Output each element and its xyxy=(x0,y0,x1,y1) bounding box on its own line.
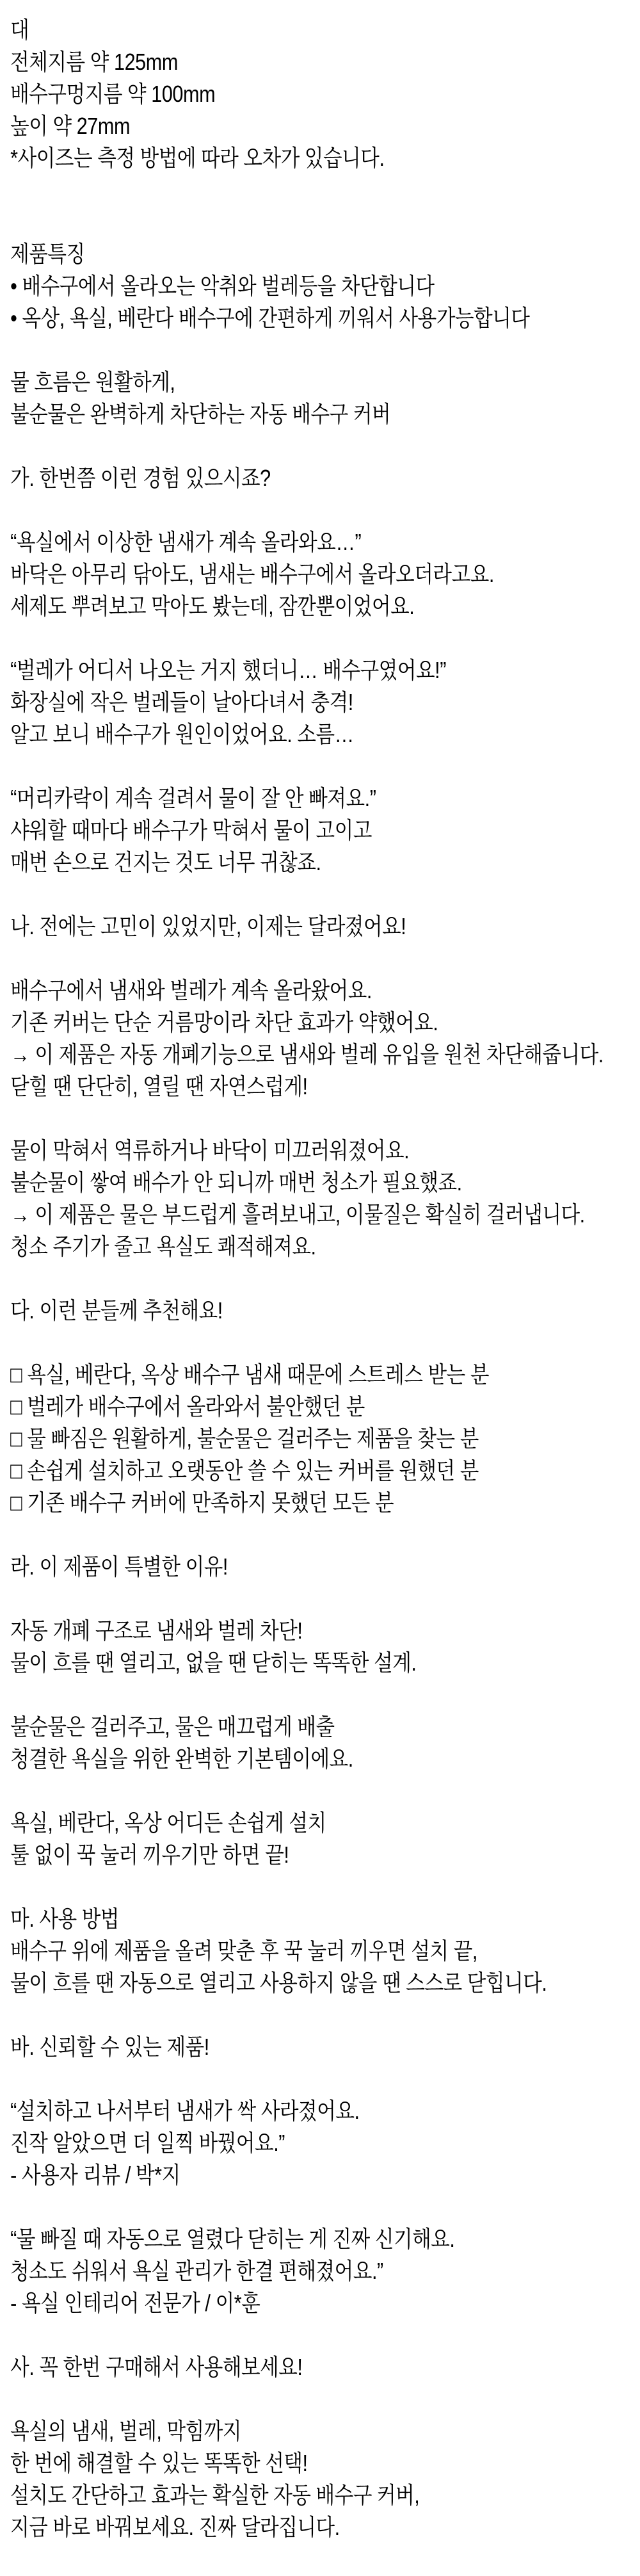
text-line: • 옥상, 욕실, 베란다 배수구에 간편하게 끼워서 사용가능합니다 xyxy=(10,305,530,331)
special-easy-install xyxy=(10,1807,639,1871)
text-line: 불순물은 걸러주고, 물은 매끄럽게 배출 xyxy=(10,1713,335,1740)
review-user xyxy=(10,2095,639,2191)
text-line: 닫힐 땐 단단히, 열릴 땐 자연스럽게! xyxy=(10,1073,308,1099)
text-line: 기존 커버는 단순 거름망이라 차단 효과가 약했어요. xyxy=(10,1009,438,1035)
text-line: “설치하고 나서부터 냄새가 싹 사라졌어요. xyxy=(10,2098,360,2124)
text-line: 사. 꼭 한번 구매해서 사용해보세요! xyxy=(10,2354,303,2380)
pain-bugs xyxy=(10,654,639,750)
text-line: 바닥은 아무리 닦아도, 냄새는 배수구에서 올라오더라고요. xyxy=(10,561,494,587)
text-line: 세제도 뿌려보고 막아도 봤는데, 잠깐뿐이었어요. xyxy=(10,593,415,619)
text-line: 배수구멍지름 약 100mm xyxy=(10,81,216,107)
product-features xyxy=(10,238,639,334)
text-line: • 배수구에서 올라오는 악취와 벌레등을 차단합니다 xyxy=(10,273,435,299)
text-line: 욕실, 베란다, 옥상 어디든 손쉽게 설치 xyxy=(10,1810,326,1836)
text-line: 전체지름 약 125mm xyxy=(10,49,178,75)
text-line: □ 벌레가 배수구에서 올라와서 불안했던 분 xyxy=(10,1393,365,1420)
text-line: 자동 개폐 구조로 냄새와 벌레 차단! xyxy=(10,1617,303,1644)
text-line: “물 빠질 때 자동으로 열렸다 닫히는 게 진짜 신기해요. xyxy=(10,2226,455,2252)
text-line: □ 물 빠짐은 원활하게, 불순물은 걸러주는 제품을 찾는 분 xyxy=(10,1425,479,1452)
special-auto-open-close xyxy=(10,1615,639,1679)
text-line: 라. 이 제품이 특별한 이유! xyxy=(10,1553,228,1580)
text-line: 바. 신뢰할 수 있는 제품! xyxy=(10,2034,209,2060)
text-line: 청소 주기가 줄고 욕실도 쾌적해져요. xyxy=(10,1233,316,1260)
text-line: 설치도 간단하고 효과는 확실한 자동 배수구 커버, xyxy=(10,2482,420,2508)
text-line: → 이 제품은 자동 개폐기능으로 냄새와 벌레 유입을 원천 차단해줍니다. xyxy=(10,1041,604,1067)
text-line: 배수구에서 냄새와 벌레가 계속 올라왔어요. xyxy=(10,977,372,1003)
size-info xyxy=(10,14,639,174)
text-line: 불순물이 쌓여 배수가 안 되니까 매번 청소가 필요했죠. xyxy=(10,1169,462,1195)
text-line: 나. 전에는 고민이 있었지만, 이제는 달라졌어요! xyxy=(10,913,406,939)
text-line: 물이 흐를 땐 자동으로 열리고 사용하지 않을 땐 스스로 닫힙니다. xyxy=(10,1970,547,1996)
text-line: 욕실의 냄새, 벌레, 막힘까지 xyxy=(10,2418,242,2444)
section-ga-title xyxy=(10,462,639,494)
text-line: 제품특징 xyxy=(10,241,85,267)
text-line: → 이 제품은 물은 부드럽게 흘려보내고, 이물질은 확실히 걸러냅니다. xyxy=(10,1201,585,1227)
pain-hair xyxy=(10,782,639,879)
text-line: 가. 한번쯤 이런 경험 있으시죠? xyxy=(10,465,271,491)
text-line: □ 욕실, 베란다, 옥상 배수구 냄새 때문에 스트레스 받는 분 xyxy=(10,1361,490,1388)
text-line: *사이즈는 측정 방법에 따라 오차가 있습니다. xyxy=(10,145,385,171)
text-line: 진작 알았으면 더 일찍 바꿨어요.” xyxy=(10,2130,285,2156)
text-line: 알고 보니 배수구가 원인이었어요. 소름… xyxy=(10,721,354,747)
section-ba-title xyxy=(10,2031,639,2063)
text-line: 물이 흐를 땐 열리고, 없을 땐 닫히는 똑똑한 설계. xyxy=(10,1649,417,1676)
pain-smell xyxy=(10,526,639,622)
section-ra-title xyxy=(10,1551,639,1583)
text-line: - 사용자 리뷰 / 박*지 xyxy=(10,2162,180,2188)
special-filter xyxy=(10,1711,639,1775)
text-line: - 욕실 인테리어 전문가 / 이*훈 xyxy=(10,2290,260,2316)
text-line: 한 번에 해결할 수 있는 똑똑한 선택! xyxy=(10,2450,308,2476)
text-line: 불순물은 완벽하게 차단하는 자동 배수구 커버 xyxy=(10,401,391,427)
recommend-checklist xyxy=(10,1359,639,1519)
section-sa-title xyxy=(10,2351,639,2383)
text-line: “욕실에서 이상한 냄새가 계속 올라와요…” xyxy=(10,529,362,555)
text-line: 물 흐름은 원활하게, xyxy=(10,369,175,395)
closing xyxy=(10,2415,639,2543)
text-line: □ 기존 배수구 커버에 만족하지 못했던 모든 분 xyxy=(10,1489,394,1516)
solution-clog xyxy=(10,1135,639,1263)
text-line: 청결한 욕실을 위한 완벽한 기본템이에요. xyxy=(10,1746,353,1772)
text-line: 물이 막혀서 역류하거나 바닥이 미끄러워졌어요. xyxy=(10,1137,410,1163)
text-line: 샤워할 때마다 배수구가 막혀서 물이 고이고 xyxy=(10,817,372,843)
solution-smell-bugs xyxy=(10,975,639,1103)
text-line: 마. 사용 방법 xyxy=(10,1906,120,1932)
text-line: “머리카락이 계속 걸려서 물이 잘 안 빠져요.” xyxy=(10,785,376,811)
text-line: 높이 약 27mm xyxy=(10,113,131,139)
section-na-title xyxy=(10,911,639,943)
section-ma-usage xyxy=(10,1903,639,1999)
text-line: 지금 바로 바꿔보세요. 진짜 달라집니다. xyxy=(10,2514,340,2540)
text-line: 대 xyxy=(10,17,29,43)
text-line: 매번 손으로 건지는 것도 너무 귀찮죠. xyxy=(10,849,321,875)
text-line: 화장실에 작은 벌레들이 날아다녀서 충격! xyxy=(10,689,353,715)
text-line: 배수구 위에 제품을 올려 맞춘 후 꾹 눌러 끼우면 설치 끝, xyxy=(10,1938,477,1964)
text-line: 청소도 쉬워서 욕실 관리가 한결 편해졌어요.” xyxy=(10,2258,383,2284)
text-line: 다. 이런 분들께 추천해요! xyxy=(10,1297,223,1324)
review-expert xyxy=(10,2223,639,2319)
text-line: “벌레가 어디서 나오는 거지 했더니… 배수구였어요!” xyxy=(10,657,447,683)
headline xyxy=(10,366,639,430)
section-da-title xyxy=(10,1295,639,1327)
text-line: □ 손쉽게 설치하고 오랫동안 쓸 수 있는 커버를 원했던 분 xyxy=(10,1457,479,1484)
text-line: 툴 없이 꾹 눌러 끼우기만 하면 끝! xyxy=(10,1842,289,1868)
